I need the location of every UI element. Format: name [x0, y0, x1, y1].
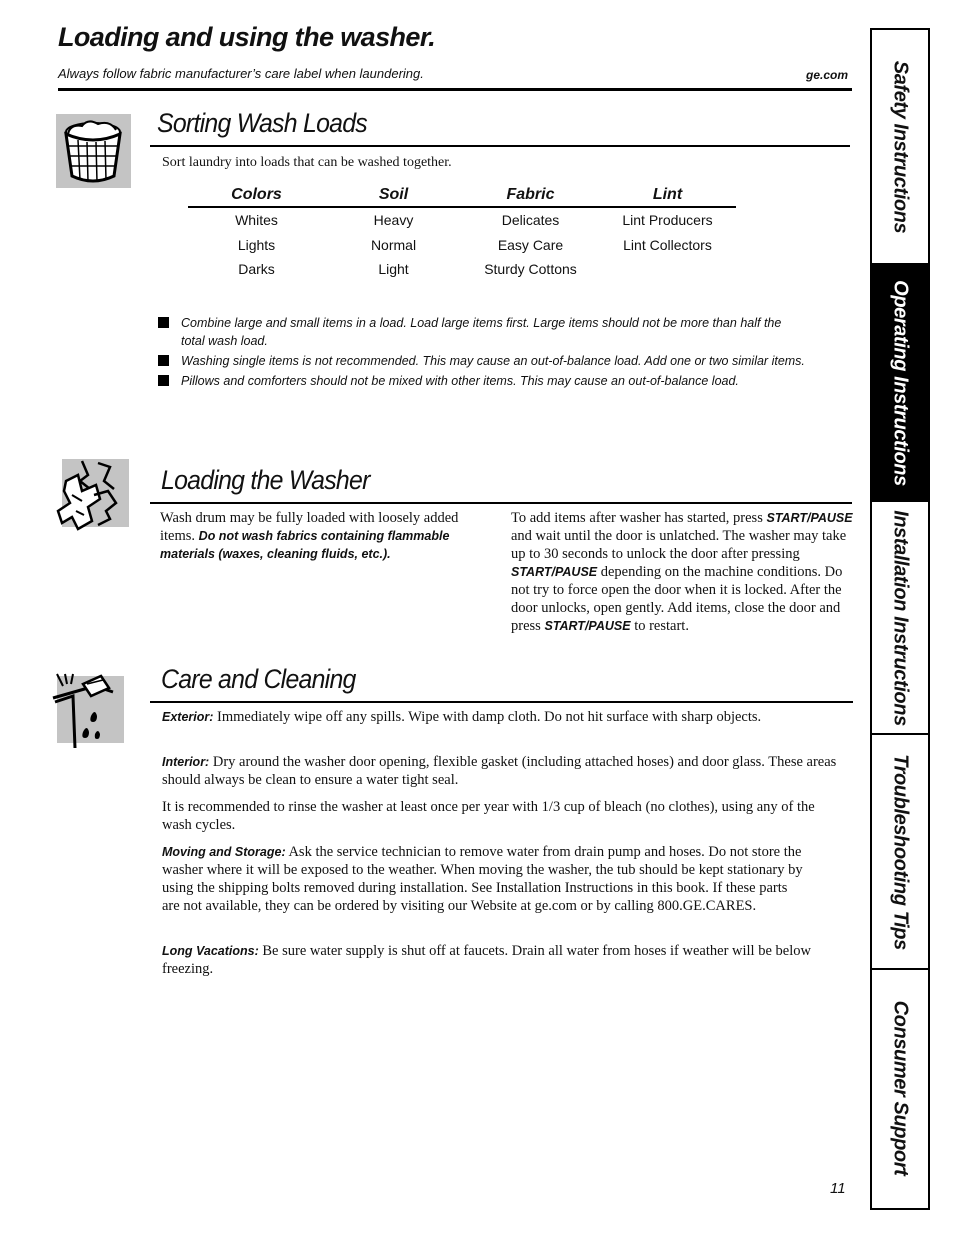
table-cell: Darks	[238, 261, 275, 278]
table-cell: Lint Producers	[622, 212, 713, 229]
section-title-loading: Loading the Washer	[161, 465, 370, 495]
list-item	[158, 372, 808, 390]
loading-right-p2: and wait until the door is unlatched. The washer may take up to 30 seconds to unlock the door after pressing	[511, 528, 847, 562]
tab-troubleshooting-tips[interactable]	[872, 735, 928, 970]
page-subtitle: Always follow fabric manufacturer’s care label when laundering.	[58, 66, 424, 81]
tab-label: Consumer Support	[889, 1000, 912, 1176]
tab-consumer-support[interactable]	[872, 970, 928, 1206]
start-pause-label: START/PAUSE	[544, 619, 631, 633]
loading-right-p1: To add items after washer has started, press	[511, 510, 767, 526]
loading-left-text	[160, 509, 495, 563]
table-row	[188, 233, 736, 258]
interior-label: Interior:	[162, 755, 210, 769]
page-title: Loading and using the washer.	[58, 22, 436, 52]
loading-left-warning: Do not wash fabrics containing flammable materials (waxes, cleaning fluids, etc.).	[160, 529, 450, 561]
tab-operating-instructions[interactable]	[872, 265, 928, 502]
vacation-text: Be sure water supply is shut off at faucets. Drain all water from hoses if weather will be below freezing.	[162, 943, 811, 977]
care-interior	[162, 753, 842, 789]
moving-label: Moving and Storage:	[162, 845, 286, 859]
table-header: Lint	[599, 186, 736, 207]
loading-right-p4: to restart.	[630, 618, 689, 634]
list-item	[158, 352, 808, 370]
table-header: Fabric	[462, 186, 599, 207]
table-cell: Easy Care	[497, 236, 564, 253]
table-cell	[599, 257, 736, 282]
care-rinse: It is recommended to rinse the washer at least once per year with 1/3 cup of bleach (no clothes), using any of the wash cycles.	[162, 799, 815, 833]
square-bullet-icon	[158, 317, 169, 328]
care-moving	[162, 843, 807, 915]
table-cell: Normal	[370, 236, 417, 253]
tab-safety-instructions[interactable]	[872, 30, 928, 265]
table-row	[188, 257, 736, 282]
loading-rule	[150, 502, 852, 504]
table-cell: Lights	[237, 236, 276, 253]
start-pause-label: START/PAUSE	[766, 511, 853, 525]
sorting-table	[188, 186, 736, 282]
interior-text: Dry around the washer door opening, flexible gasket (including attached hoses) and door glass. These areas should always be clean to ensure a water tight seal.	[162, 754, 837, 788]
table-cell: Delicates	[501, 212, 560, 229]
tab-label: Safety Instructions	[889, 60, 912, 233]
tab-installation-instructions[interactable]	[872, 502, 928, 735]
loading-left-plain: Wash drum may be fully loaded with loosely added items.	[160, 510, 459, 544]
tab-label: Installation Instructions	[889, 509, 912, 726]
table-header: Colors	[188, 186, 325, 207]
square-bullet-icon	[158, 375, 169, 386]
page-number: 11	[830, 1180, 846, 1197]
exterior-label: Exterior:	[162, 710, 214, 724]
moving-text: Ask the service technician to remove water from drain pump and hoses. Do not store the washer where it will be exposed to the weather. When moving the washer, the tub should be kept stationary by using the shipping bolts removed during installation. See Installation Instructions in this book. If these parts are not available, they can be ordered by visiting our Website at ge.com or by calling 800.GE.CARES.	[162, 844, 803, 914]
list-item	[158, 314, 808, 350]
table-header: Soil	[325, 186, 462, 207]
table-cell: Heavy	[373, 212, 414, 229]
laundry-basket-icon	[56, 114, 131, 188]
section-title-care: Care and Cleaning	[161, 664, 356, 694]
care-vacations	[162, 942, 842, 978]
table-row	[188, 207, 736, 233]
square-bullet-icon	[158, 355, 169, 366]
bullet-text: Washing single items is not recommended. This may cause an out-of-balance load. Add one or two similar items.	[181, 354, 805, 368]
sorting-rule	[150, 145, 850, 147]
section-title-sorting: Sorting Wash Loads	[157, 108, 367, 138]
tab-label: Operating Instructions	[889, 279, 912, 486]
clothes-loading-icon	[62, 459, 129, 527]
sorting-intro: Sort laundry into loads that can be washed together.	[162, 155, 452, 170]
care-rule	[150, 701, 853, 703]
care-exterior	[162, 708, 762, 726]
table-cell: Whites	[235, 212, 278, 229]
header-rule	[58, 88, 852, 91]
bullet-text: Combine large and small items in a load. Load large items first. Large items should not be more than half the total wash load.	[181, 316, 782, 348]
cleaning-sponge-icon	[57, 676, 124, 743]
loading-right-text	[511, 509, 853, 635]
tab-label: Troubleshooting Tips	[889, 753, 912, 950]
table-cell: Light	[378, 261, 409, 278]
start-pause-label: START/PAUSE	[511, 565, 598, 579]
table-cell: Lint Collectors	[623, 236, 712, 253]
loading-right-p3: depending on the machine conditions. Do not try to force open the door when it is locked. After the door unlocks, open gently. Add items, close the door and press	[511, 564, 843, 634]
vacation-label: Long Vacations:	[162, 944, 259, 958]
sidebar-nav	[870, 28, 930, 1210]
bullet-text: Pillows and comforters should not be mixed with other items. This may cause an out-of-balance load.	[181, 374, 739, 388]
site-link[interactable]: ge.com	[806, 68, 849, 82]
sorting-bullets	[158, 314, 808, 392]
exterior-text: Immediately wipe off any spills. Wipe with damp cloth. Do not hit surface with sharp objects.	[213, 709, 762, 725]
table-cell: Sturdy Cottons	[484, 261, 577, 278]
